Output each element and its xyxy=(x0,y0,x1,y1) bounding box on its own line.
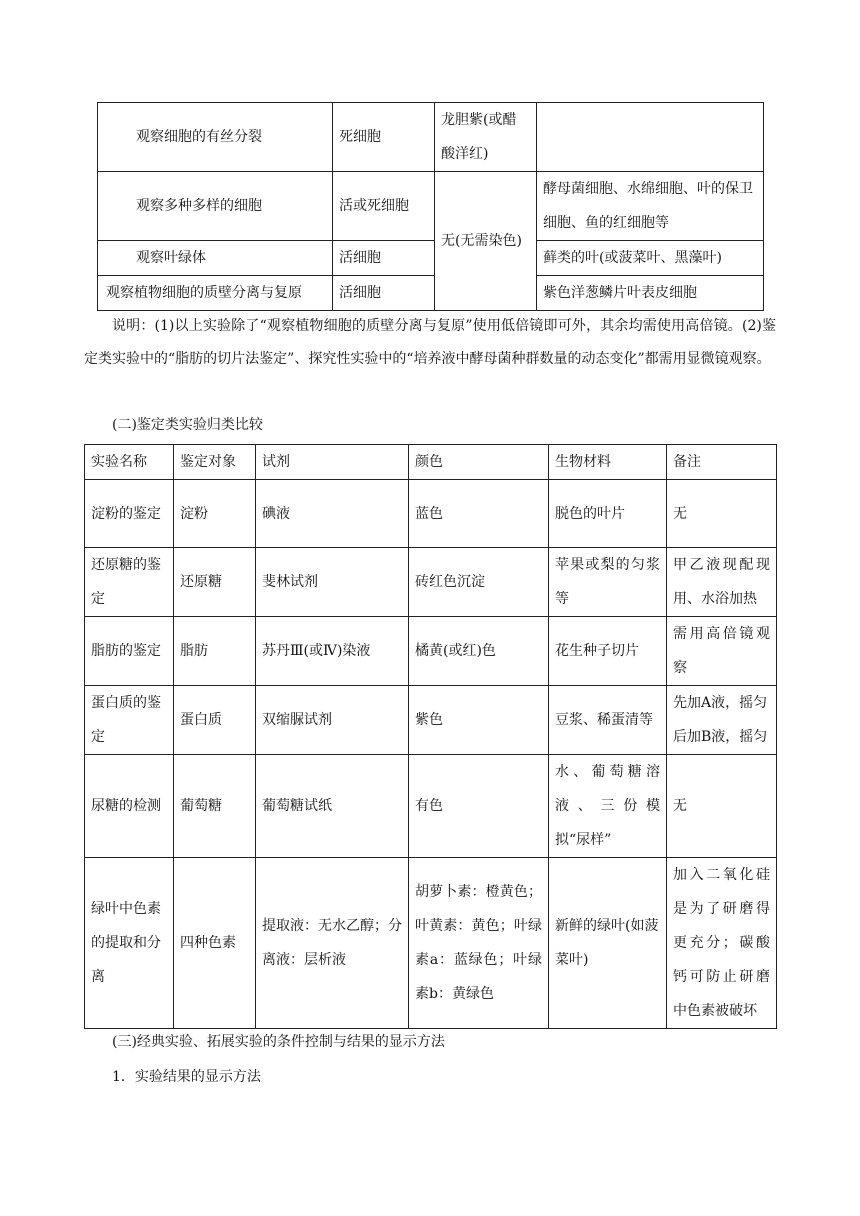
experiment-name-cell: 绿叶中色素的提取和分离 xyxy=(85,858,174,1029)
reagent-cell: 无(无需染色) xyxy=(435,172,537,311)
table-row xyxy=(85,755,777,858)
experiment-name-cell: 观察细胞的有丝分裂 xyxy=(98,103,333,172)
reagent-cell: 葡萄糖试纸 xyxy=(256,755,409,858)
material-cell: 水、葡萄糖溶液、三份模拟“尿样” xyxy=(549,755,667,858)
color-cell: 胡萝卜素：橙黄色；叶黄素：黄色；叶绿素a：蓝绿色；叶绿素b：黄绿色 xyxy=(409,858,549,1029)
experiment-name-cell: 尿糖的检测 xyxy=(85,755,174,858)
table-row xyxy=(85,686,777,755)
reagent-cell: 碘液 xyxy=(256,480,409,548)
material-cell: 豆浆、稀蛋清等 xyxy=(549,686,667,755)
material-cell: 酵母菌细胞、水绵细胞、叶的保卫细胞、鱼的红细胞等 xyxy=(537,172,764,241)
list-item-heading: 1．实验结果的显示方法 xyxy=(112,1069,261,1085)
object-cell: 脂肪 xyxy=(174,617,256,686)
cell-state-cell: 活细胞 xyxy=(333,241,435,276)
remark-cell: 加入二氧化硅是为了研磨得更充分；碳酸钙可防止研磨中色素被破坏 xyxy=(667,858,777,1029)
header-experiment-name: 实验名称 xyxy=(85,445,174,480)
object-cell: 葡萄糖 xyxy=(174,755,256,858)
table-row xyxy=(98,172,764,241)
section-heading: (二)鉴定类实验归类比较 xyxy=(112,417,263,433)
experiment-name-cell: 淀粉的鉴定 xyxy=(85,480,174,548)
material-cell: 脱色的叶片 xyxy=(549,480,667,548)
color-cell: 橘黄(或红)色 xyxy=(409,617,549,686)
experiment-name-cell: 观察植物细胞的质壁分离与复原 xyxy=(98,276,333,311)
table-row xyxy=(85,480,777,548)
remark-cell: 需用高倍镜观察 xyxy=(667,617,777,686)
identification-experiments-table xyxy=(84,444,777,1029)
cell-state-cell: 活细胞 xyxy=(333,276,435,311)
experiment-name-cell: 观察叶绿体 xyxy=(98,241,333,276)
experiment-name-cell: 观察多种多样的细胞 xyxy=(98,172,333,241)
table-row xyxy=(98,103,764,172)
cell-state-cell: 死细胞 xyxy=(333,103,435,172)
object-cell: 四种色素 xyxy=(174,858,256,1029)
header-remark: 备注 xyxy=(667,445,777,480)
remark-cell: 甲乙液现配现用、水浴加热 xyxy=(667,548,777,617)
color-cell: 砖红色沉淀 xyxy=(409,548,549,617)
color-cell: 有色 xyxy=(409,755,549,858)
remark-cell: 无 xyxy=(667,755,777,858)
reagent-cell: 提取液：无水乙醇；分离液：层析液 xyxy=(256,858,409,1029)
cell-state-cell: 活或死细胞 xyxy=(333,172,435,241)
microscope-experiments-table xyxy=(97,102,764,311)
header-object: 鉴定对象 xyxy=(174,445,256,480)
remark-cell: 无 xyxy=(667,480,777,548)
material-cell: 藓类的叶(或菠菜叶、黑藻叶) xyxy=(537,241,764,276)
remark-cell: 先加A液，摇匀后加B液，摇匀 xyxy=(667,686,777,755)
reagent-cell: 苏丹Ⅲ(或Ⅳ)染液 xyxy=(256,617,409,686)
header-reagent: 试剂 xyxy=(256,445,409,480)
object-cell: 还原糖 xyxy=(174,548,256,617)
experiment-name-cell: 还原糖的鉴定 xyxy=(85,548,174,617)
material-cell: 花生种子切片 xyxy=(549,617,667,686)
table-row xyxy=(85,858,777,1029)
table-row xyxy=(98,241,764,276)
color-cell: 紫色 xyxy=(409,686,549,755)
header-material: 生物材料 xyxy=(549,445,667,480)
material-cell: 苹果或梨的匀浆等 xyxy=(549,548,667,617)
material-cell xyxy=(537,103,764,172)
reagent-cell: 斐林试剂 xyxy=(256,548,409,617)
table-row xyxy=(98,276,764,311)
material-cell: 新鲜的绿叶(如菠菜叶) xyxy=(549,858,667,1029)
color-cell: 蓝色 xyxy=(409,480,549,548)
object-cell: 淀粉 xyxy=(174,480,256,548)
experiment-name-cell: 蛋白质的鉴定 xyxy=(85,686,174,755)
note-paragraph: 说明：(1)以上实验除了“观察植物细胞的质壁分离与复原”使用低倍镜即可外，其余均需使用高倍镜。(2)鉴定类实验中的“脂肪的切片法鉴定”、探究性实验中的“培养液中酵母菌种群数量的动态变化”都需用显微镜观察。 xyxy=(84,318,776,367)
section-heading: (三)经典实验、拓展实验的条件控制与结果的显示方法 xyxy=(112,1034,445,1050)
reagent-cell: 双缩脲试剂 xyxy=(256,686,409,755)
experiment-name-cell: 脂肪的鉴定 xyxy=(85,617,174,686)
table-header-row xyxy=(85,445,777,480)
table-row xyxy=(85,617,777,686)
object-cell: 蛋白质 xyxy=(174,686,256,755)
reagent-cell: 龙胆紫(或醋酸洋红) xyxy=(435,103,537,172)
table-row xyxy=(85,548,777,617)
header-color: 颜色 xyxy=(409,445,549,480)
material-cell: 紫色洋葱鳞片叶表皮细胞 xyxy=(537,276,764,311)
